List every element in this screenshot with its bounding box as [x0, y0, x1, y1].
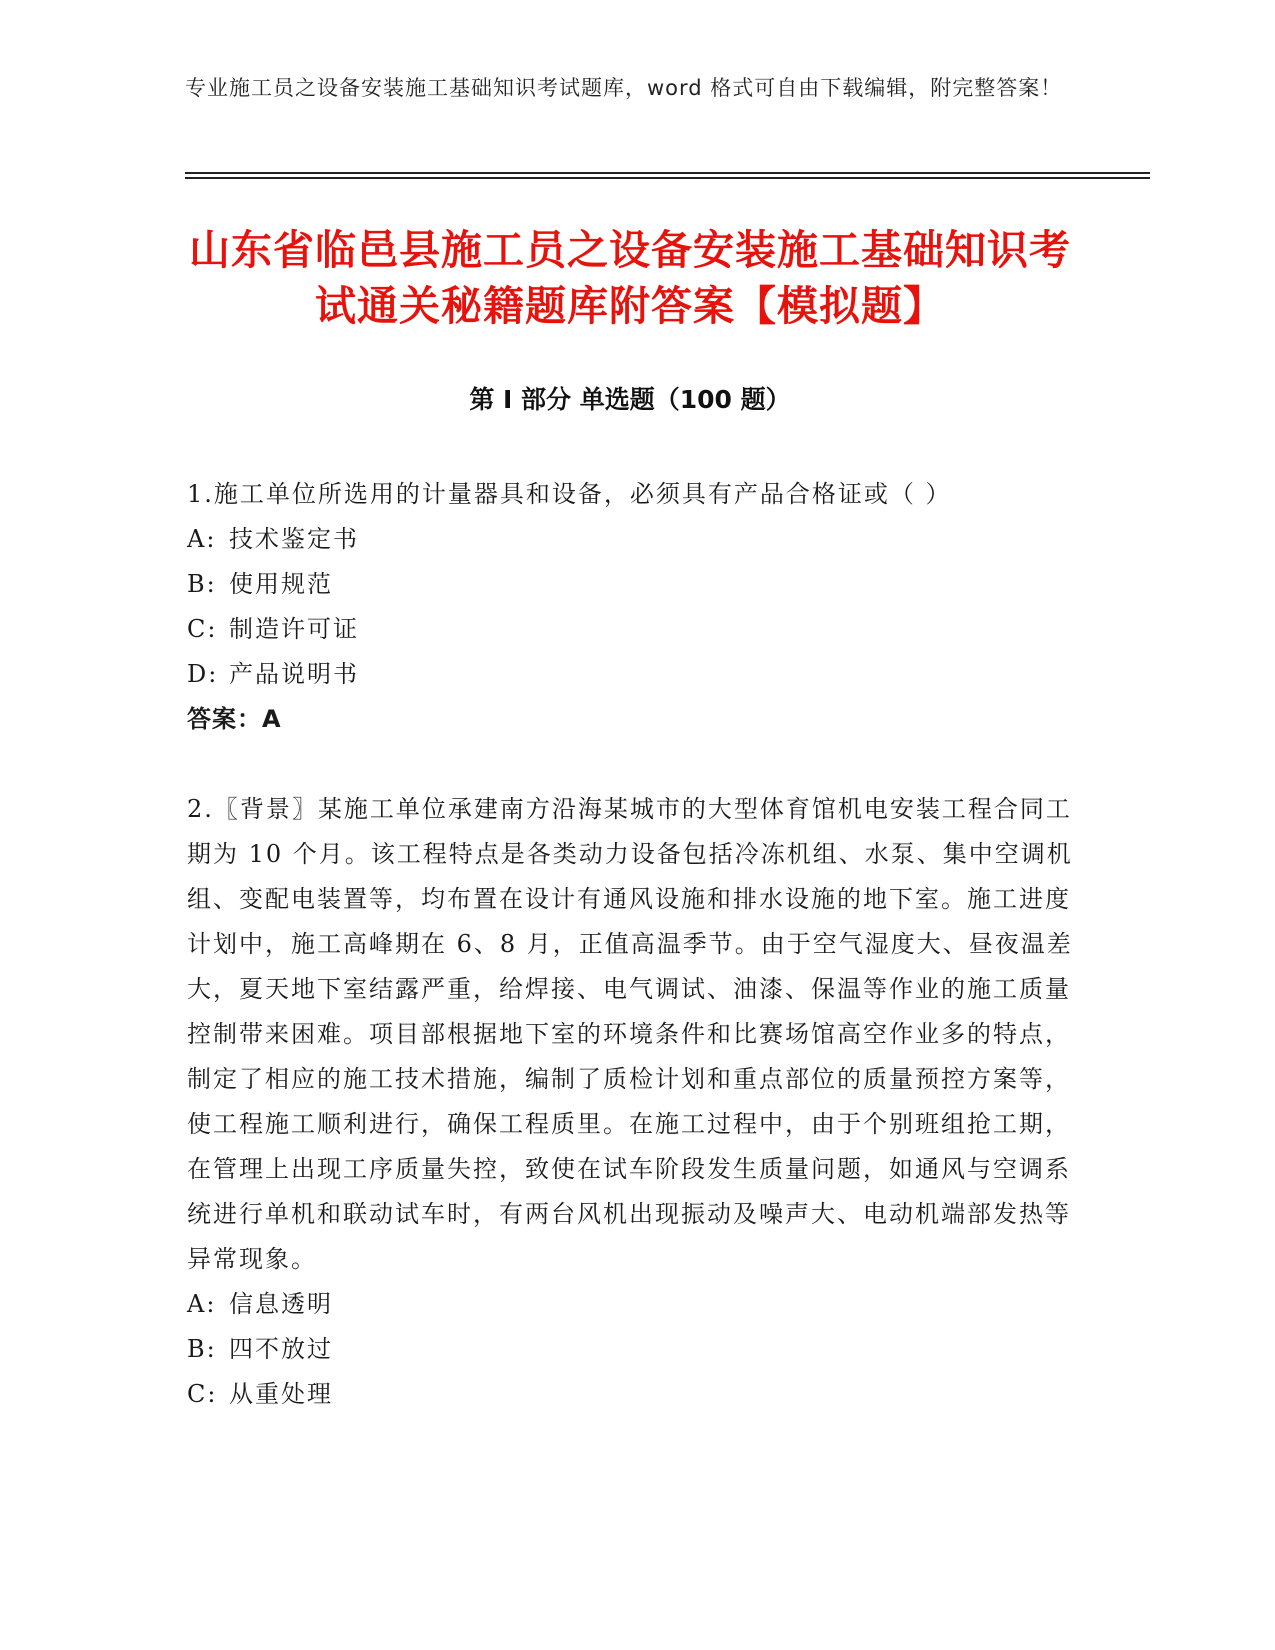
question-list	[187, 472, 1077, 1417]
option-a	[187, 1282, 1077, 1327]
section-title: 第 I 部分 单选题（100 题）	[469, 385, 791, 414]
question-stem: 1.施工单位所选用的计量器具和设备，必须具有产品合格证或（ ）	[187, 480, 952, 508]
option-label: C:	[187, 615, 218, 643]
question-stem: 2.〖背景〗某施工单位承建南方沿海某城市的大型体育馆机电安装工程合同工期为 10 个月。该工程特点是各类动力设备包括冷冻机组、水泵、集中空调机组、变配电装置等，均布置在设计有通风设施和排水设施的地下室。施工进度计划中，施工高峰期在 6、8 月，正值高温季节。由于空气湿度大、昼夜温差大，夏天地下室结露严重，给焊接、电气调试、油漆、保温等作业的施工质量控制带来困难。项目部根据地下室的环境条件和比赛场馆高空作业多的特点，制定了相应的施工技术措施，编制了质检计划和重点部位的质量预控方案等，使工程施工顺利进行，确保工程质里。在施工过程中，由于个别班组抢工期，在管理上出现工序质量失控，致使在试车阶段发生质量问题，如通风与空调系统进行单机和联动试车时，有两台风机出现振动及噪声大、电动机端部发热等异常现象。	[187, 795, 1073, 1273]
header-rule-bottom	[185, 177, 1150, 179]
option-a	[187, 517, 1077, 562]
option-text: 产品说明书	[229, 660, 359, 688]
option-b	[187, 1327, 1077, 1372]
option-text: 四不放过	[229, 1335, 333, 1363]
question-2	[187, 787, 1077, 1417]
option-label: C:	[187, 1380, 218, 1408]
option-label: A:	[187, 525, 217, 553]
option-text: 信息透明	[229, 1290, 333, 1318]
option-text: 技术鉴定书	[229, 525, 359, 553]
option-text: 从重处理	[229, 1380, 333, 1408]
document-title: 山东省临邑县施工员之设备安装施工基础知识考试通关秘籍题库附答案【模拟题】	[189, 226, 1071, 330]
header-rule-top	[185, 172, 1150, 174]
option-d	[187, 652, 1077, 697]
option-label: A:	[187, 1290, 217, 1318]
option-b	[187, 562, 1077, 607]
option-label: D:	[187, 660, 219, 688]
option-text: 使用规范	[229, 570, 333, 598]
option-label: B:	[187, 570, 217, 598]
question-1	[187, 472, 1077, 742]
option-c	[187, 607, 1077, 652]
answer: 答案：A	[187, 705, 282, 733]
header-note: 专业施工员之设备安装施工基础知识考试题库，word 格式可自由下载编辑，附完整答案！	[185, 76, 1063, 100]
question-spacer	[187, 742, 1077, 787]
option-label: B:	[187, 1335, 217, 1363]
option-text: 制造许可证	[229, 615, 359, 643]
option-c	[187, 1372, 1077, 1417]
